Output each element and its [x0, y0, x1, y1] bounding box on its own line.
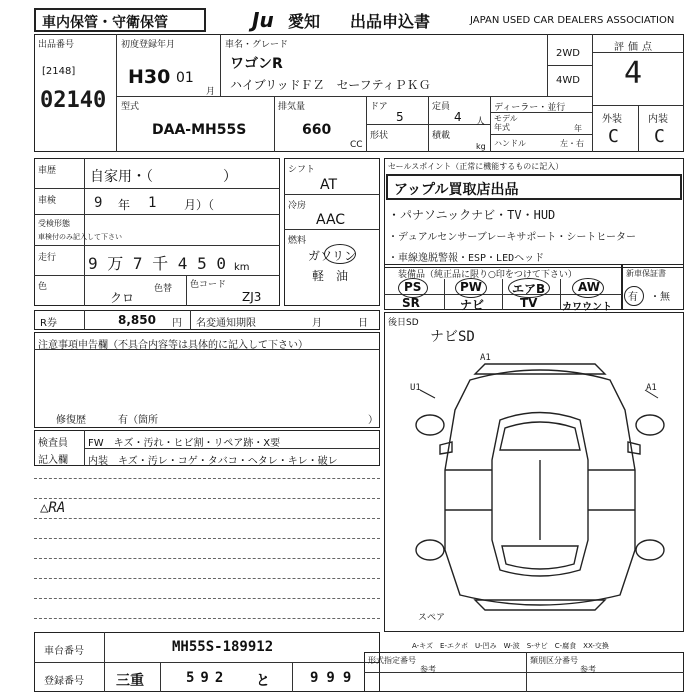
chassis-number: MH55S-189912 — [172, 639, 274, 655]
receipt-note: 車検付のみ記入して下さい — [38, 233, 122, 241]
repair-close: ） — [368, 415, 378, 426]
rear-seat-value: ナビSD — [430, 329, 475, 345]
registration-month: 01 — [176, 70, 194, 86]
rear-seat-label: 後日SD — [388, 318, 419, 328]
interior-score: C — [654, 126, 665, 147]
color-change-label: 色替 — [154, 284, 173, 294]
selling-line-1: ・パナソニックナビ・TV・HUD — [388, 208, 556, 222]
model-year-label: モデル 年式 — [494, 114, 518, 132]
name-change-month: 月 — [312, 318, 322, 329]
recycle-unit: 円 — [172, 318, 182, 329]
capacity-label: 定員 — [432, 102, 451, 112]
model-type: DAA-MH55S — [152, 122, 247, 138]
recycle-label: R券 — [40, 318, 57, 329]
repair-value: 有（箇所 — [118, 415, 158, 426]
history-label: 車歴 — [38, 166, 57, 176]
ac-label: 冷房 — [288, 201, 307, 211]
score-label: 評価点 — [614, 42, 656, 53]
footer-reference-1: 参考 — [420, 665, 436, 674]
equip-aw: AW — [578, 280, 600, 294]
form-title: 出品申込書 — [350, 12, 431, 31]
equipment-label: 装備品（純正品に限り○印をつけて下さい） — [398, 270, 577, 280]
receipt-label: 受検形態 — [38, 219, 70, 228]
displacement-label: 排気量 — [278, 102, 306, 112]
inspector-handwritten: △RA — [40, 500, 66, 516]
equip-pw: PW — [460, 280, 483, 294]
repair-label: 修復歴 — [56, 415, 86, 426]
chassis-label: 車台番号 — [44, 646, 84, 657]
mileage-unit: km — [234, 262, 250, 273]
inspection-month-unit: 月）（ — [184, 198, 215, 212]
history-value: 自家用・（ ） — [90, 169, 237, 185]
displacement: 660 — [302, 122, 332, 138]
footer-category-label: 類別区分番号 — [530, 656, 578, 665]
fuel-diesel: 軽 油 — [312, 269, 349, 283]
load-label: 積載 — [432, 131, 451, 141]
equip-navi: ナビ — [460, 298, 485, 312]
displacement-unit: CC — [350, 140, 363, 150]
car-grade: ハイブリッドＦＺ セーフティＰＫＧ — [230, 78, 431, 92]
shape-label: 形状 — [370, 131, 389, 141]
registration-month-unit: 月 — [206, 87, 216, 97]
fuel-gasoline: ガソリン — [308, 249, 357, 263]
footer-reference-2: 参考 — [580, 665, 596, 674]
car-name: ワゴンR — [230, 56, 283, 72]
equip-aw-circle — [572, 278, 604, 298]
inspection-month: 1 — [148, 195, 157, 211]
registration-year: H30 — [128, 66, 171, 88]
load-unit: kg — [476, 142, 486, 151]
drive-4wd: 4WD — [556, 75, 580, 86]
doors: 5 — [396, 110, 404, 124]
warranty-yes: 有 — [628, 292, 638, 303]
selling-headline: アップル買取店出品 — [394, 182, 519, 198]
exterior-label: 外装 — [602, 114, 622, 125]
selling-points-label: セールスポイント（正常に機能するものに記入） — [388, 162, 564, 171]
mark-front: A1 — [480, 353, 491, 363]
spare-label: スペア — [418, 613, 446, 623]
footer-dealer-label: 形式指定番号 — [368, 656, 416, 665]
inspector-label-2: 記入欄 — [38, 455, 68, 466]
selling-line-3: ・車線逸脱警報・ESP・LEDヘッド — [388, 253, 545, 264]
model-type-label: 型式 — [121, 102, 140, 112]
color-label: 色 — [38, 282, 48, 292]
equip-airbag-circle — [508, 278, 550, 298]
color-code: ZJ3 — [242, 290, 262, 304]
plate-label: 登録番号 — [44, 676, 84, 687]
plate-class: 592 — [186, 670, 230, 686]
warranty-label: 新車保証書 — [626, 269, 666, 278]
inspection-year: 9 — [94, 195, 103, 211]
car-name-label: 車名・グレード — [225, 40, 289, 50]
model-year-unit: 年 — [574, 124, 582, 133]
score-value: 4 — [624, 56, 643, 91]
notes-label: 注意事項申告欄（不具合内容等は具体的に記入して下さい） — [38, 340, 308, 351]
shift-value: AT — [320, 177, 338, 193]
ju-logo: Ju — [252, 8, 274, 32]
dealer-label: ディーラー・並行 — [494, 103, 566, 113]
storage-badge — [34, 8, 206, 32]
plate-region: 三重 — [116, 673, 144, 689]
lot-number-label: 出品番号 — [38, 40, 75, 50]
inspector-label-1: 検査員 — [38, 438, 68, 449]
color-code-label: 色コード — [190, 280, 227, 290]
recycle-amount: 8,850 — [118, 313, 156, 327]
selling-line-2: ・デュアルセンサーブレーキサポート・シートヒーター — [388, 232, 636, 243]
doors-label: ドア — [370, 102, 388, 112]
color-value: クロ — [110, 291, 135, 305]
lot-sub-number: [2148] — [42, 66, 76, 77]
branch-name: 愛知 — [288, 12, 321, 31]
inspection-year-unit: 年 — [118, 198, 131, 212]
storage-badge-text: 車内保管・守衛保管 — [42, 15, 168, 31]
capacity-unit: 人 — [476, 117, 486, 127]
association-name: JAPAN USED CAR DEALERS ASSOCIATION — [470, 15, 675, 26]
lot-number: 02140 — [40, 88, 107, 113]
registration-label: 初度登録年月 — [121, 40, 176, 50]
equip-pw-circle — [455, 278, 487, 298]
equip-counter: カワウント — [562, 302, 612, 313]
inspector-row-1: FW キズ・汚れ・ヒビ割・リペア跡・X要 — [88, 438, 281, 449]
name-change-label: 名変通知期限 — [196, 318, 256, 329]
mark-left: U1 — [410, 383, 421, 393]
ac-value: AAC — [316, 212, 346, 228]
shift-label: シフト — [288, 165, 316, 175]
warranty-no: ・無 — [650, 292, 670, 303]
equip-airbag: エアB — [512, 282, 546, 296]
inspector-row-2: キズ・汚レ・コゲ・タバコ・ヘタレ・キレ・破レ — [118, 456, 338, 467]
handle-unit: 左・右 — [560, 139, 584, 148]
inspection-label: 車検 — [38, 196, 57, 206]
plate-number: 999 — [310, 670, 360, 686]
plate-kana: と — [256, 673, 270, 689]
equip-tv: TV — [520, 296, 538, 310]
damage-legend: A-キズ E-エクボ U-凹み W-波 S-サビ C-腐食 XX-交換 — [412, 642, 609, 650]
equip-sr: SR — [402, 296, 420, 310]
equip-ps-circle — [398, 278, 428, 298]
car-diagram — [400, 350, 680, 620]
mark-right: A1 — [646, 383, 657, 393]
interior-label: 内装 — [648, 114, 668, 125]
equip-ps: PS — [404, 280, 422, 294]
mileage: 9 万 7 千 4 5 0 — [88, 254, 226, 273]
fuel-label: 燃料 — [288, 236, 307, 246]
exterior-score: C — [608, 126, 619, 147]
inspector-row-2-label: 内装 — [88, 456, 108, 467]
drive-2wd: 2WD — [556, 48, 580, 59]
handle-label: ハンドル — [494, 139, 526, 148]
name-change-day: 日 — [358, 318, 368, 329]
mileage-label: 走行 — [38, 253, 57, 263]
capacity: 4 — [454, 110, 462, 124]
